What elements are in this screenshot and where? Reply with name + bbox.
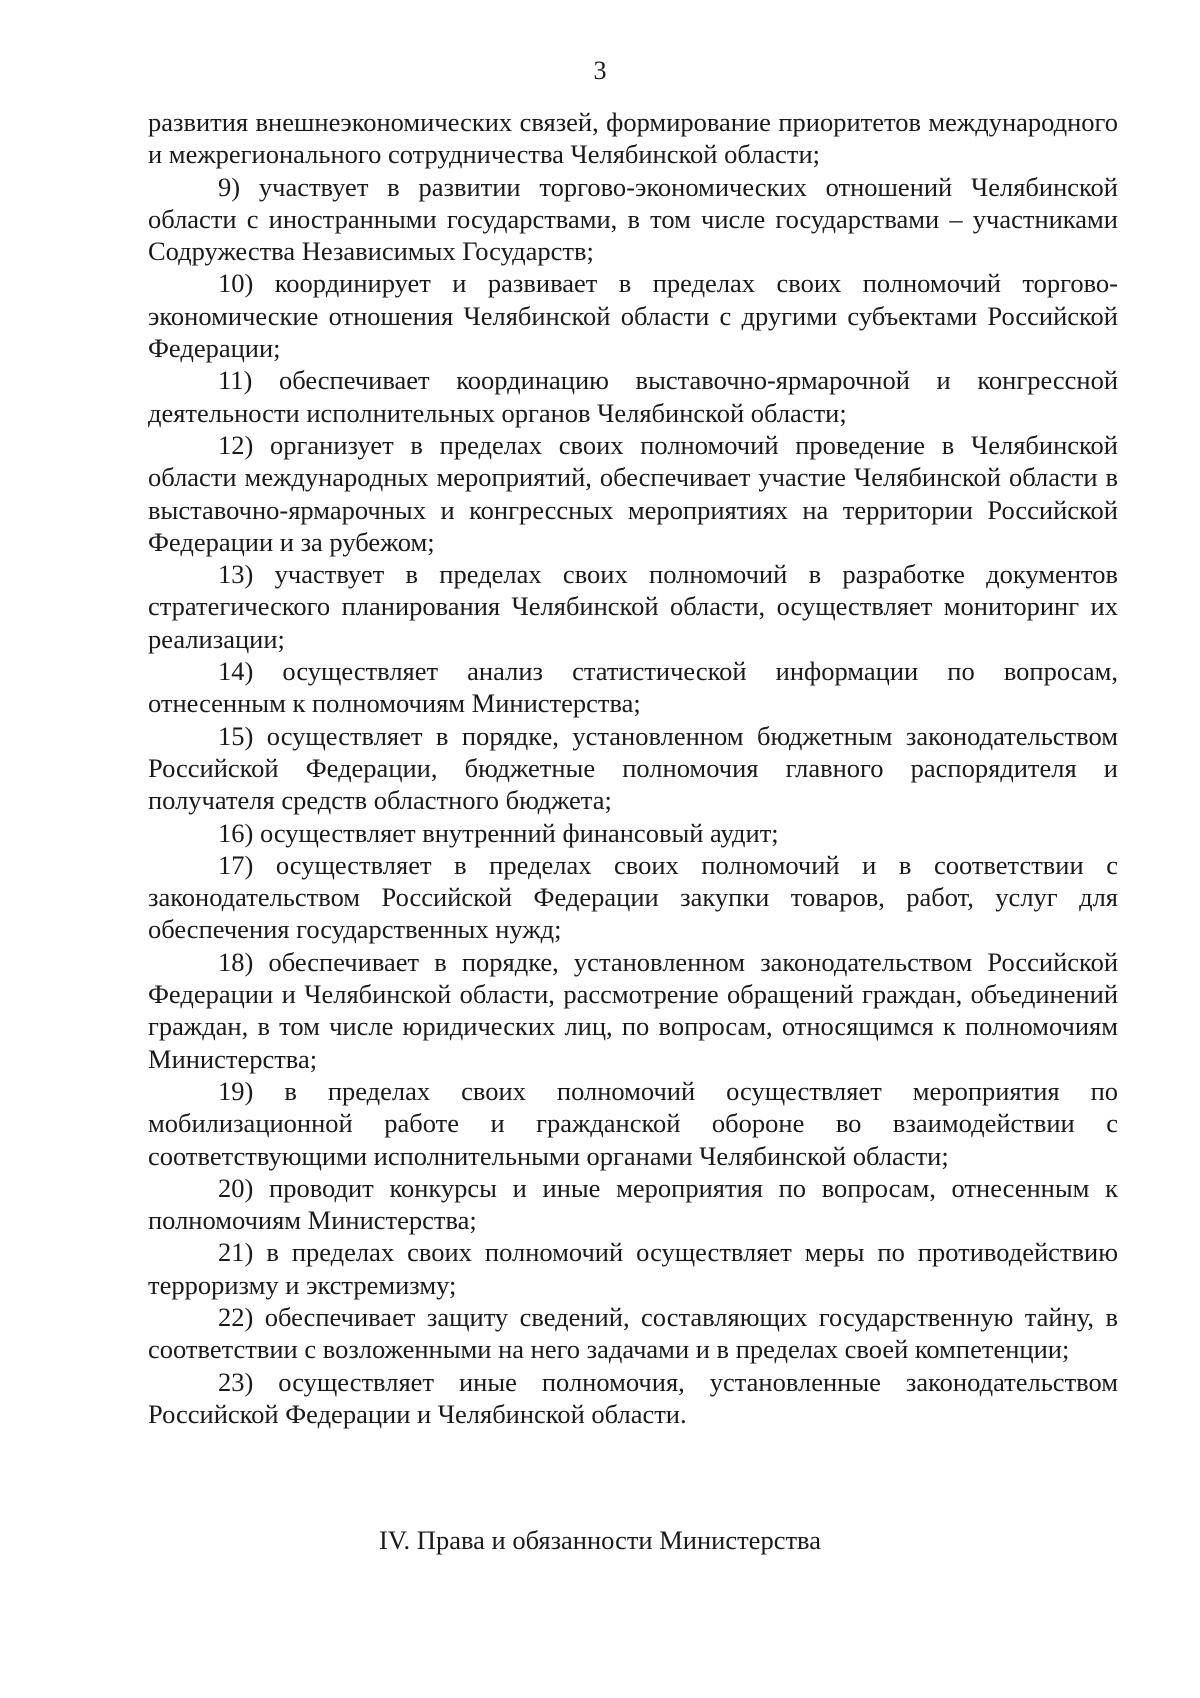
paragraph-item-18: 18) обеспечивает в порядке, установленном законодательством Российской Федерации и Челябинской области, рассмотрение обращений граждан, объединений граждан, в том числе юридических лиц, по вопросам, относящимся к полномочиям Министерства; xyxy=(148,946,1118,1074)
paragraph-item-23: 23) осуществляет иные полномочия, установленные законодательством Российской Федерации и Челябинской области. xyxy=(148,1366,1118,1429)
paragraph-item-16: 16) осуществляет внутренний финансовый аудит; xyxy=(218,817,779,848)
paragraph-item-21: 21) в пределах своих полномочий осуществляет меры по противодействию терроризму и экстремизму; xyxy=(148,1237,1118,1300)
paragraph-item-11: 11) обеспечивает координацию выставочно-ярмарочной и конгрессной деятельности исполнительных органов Челябинской области; xyxy=(148,365,1118,428)
paragraph-item-9: 9) участвует в развитии торгово-экономических отношений Челябинской области с иностранными государствами, в том числе государствами – участниками Содружества Независимых Государств; xyxy=(148,171,1118,267)
page-number: 3 xyxy=(593,56,607,85)
paragraph-item-10: 10) координирует и развивает в пределах своих полномочий торгово-экономические отношения Челябинской области с другими субъектами Российской Федерации; xyxy=(148,268,1118,364)
paragraph-continuation: развития внешнеэкономических связей, формирование приоритетов международного и межрегионального сотрудничества Челябинской области; xyxy=(148,107,1118,170)
document-body xyxy=(148,106,1118,1430)
paragraph-item-22: 22) обеспечивает защиту сведений, составляющих государственную тайну, в соответствии с возложенными на него задачами и в пределах своей компетенции; xyxy=(148,1301,1118,1365)
paragraph-item-13: 13) участвует в пределах своих полномочий в разработке документов стратегического планирования Челябинской области, осуществляет мониторинг их реализации; xyxy=(148,559,1118,654)
paragraph-item-12: 12) организует в пределах своих полномочий проведение в Челябинской области международных мероприятий, обеспечивает участие Челябинской области в выставочно-ярмарочных и конгрессных мероприятиях на территории Российской Федерации и за рубежом; xyxy=(148,429,1118,557)
paragraph-item-19: 19) в пределах своих полномочий осуществляет мероприятия по мобилизационной работе и гражданской обороне во взаимодействии с соответствующими исполнительными органами Челябинской области; xyxy=(148,1075,1118,1171)
section-heading: IV. Права и обязанности Министерства xyxy=(379,1525,821,1555)
paragraph-item-14: 14) осуществляет анализ статистической информации по вопросам, отнесенным к полномочиям Министерства; xyxy=(148,656,1118,719)
paragraph-item-17: 17) осуществляет в пределах своих полномочий и в соответствии с законодательством Российской Федерации закупки товаров, работ, услуг для обеспечения государственных нужд; xyxy=(148,849,1118,945)
paragraph-item-20: 20) проводит конкурсы и иные мероприятия по вопросам, отнесенным к полномочиям Министерства; xyxy=(148,1172,1118,1236)
paragraph-item-15: 15) осуществляет в порядке, установленном бюджетным законодательством Российской Федерации, бюджетные полномочия главного распорядителя и получателя средств областного бюджета; xyxy=(148,720,1118,816)
